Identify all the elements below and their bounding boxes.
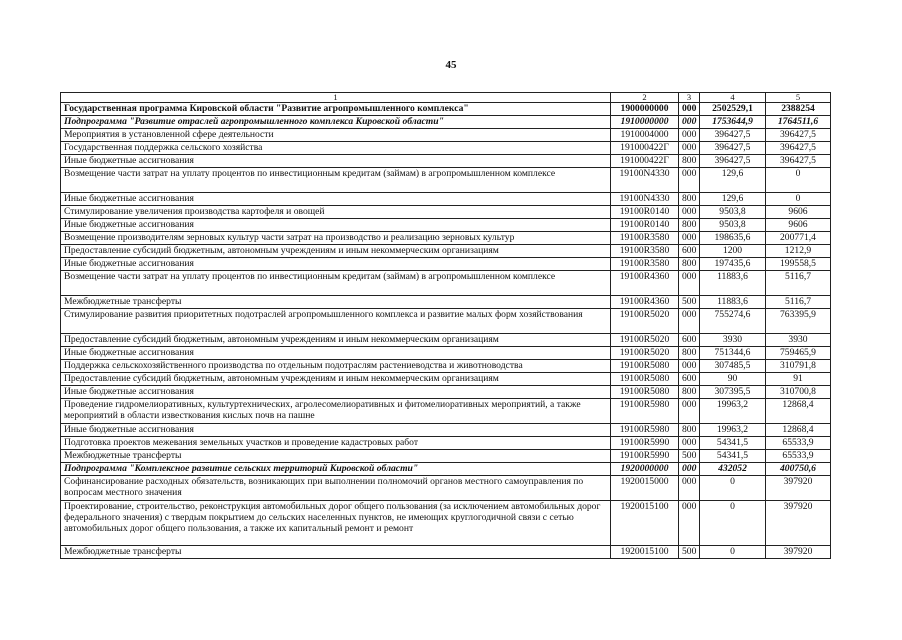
row-amount-1-cell: 129,6 [700, 193, 766, 206]
row-amount-2-cell: 310791,8 [766, 360, 831, 373]
row-amount-1-cell: 0 [700, 476, 766, 501]
row-amount-2-cell: 5116,7 [766, 271, 831, 296]
row-name-cell: Проведение гидромелиоративных, культуртехнических, агролесомелиоративных и фитомелиоративных мероприятий, а также мероприятий в области известкования кислых почв на пашне [61, 399, 611, 424]
row-expense-type-cell: 600 [679, 334, 700, 347]
row-name-cell: Межбюджетные трансферты [61, 450, 611, 463]
table-row [61, 437, 831, 450]
row-expense-type-cell: 000 [679, 206, 700, 219]
table-row [61, 296, 831, 309]
table-row [61, 168, 831, 193]
row-expense-type-cell: 000 [679, 437, 700, 450]
row-name-cell: Мероприятия в установленной сфере деятельности [61, 129, 611, 142]
row-expense-type-cell: 800 [679, 258, 700, 271]
budget-table [60, 92, 831, 559]
row-amount-1-cell: 90 [700, 373, 766, 386]
row-name-cell: Иные бюджетные ассигнования [61, 155, 611, 168]
row-expense-type-cell: 000 [679, 142, 700, 155]
row-amount-2-cell: 397920 [766, 546, 831, 559]
row-name-cell: Поддержка сельскохозяйственного производства по отдельным подотраслям растениеводства и животноводства [61, 360, 611, 373]
row-amount-2-cell: 9606 [766, 206, 831, 219]
row-amount-2-cell: 91 [766, 373, 831, 386]
row-expense-type-cell: 000 [679, 501, 700, 546]
table-row [61, 129, 831, 142]
table-row [61, 309, 831, 334]
row-name-cell: Подготовка проектов межевания земельных участков и проведение кадастровых работ [61, 437, 611, 450]
row-name-cell: Проектирование, строительство, реконструкция автомобильных дорог общего пользования (за исключением автомобильных дорог федерального значения) с твердым покрытием до сельских населенных пунктов, не имеющих круглогодичной связи с сетью автомобильных дорог общего пользования, а также их капитальный ремонт и ремонт [61, 501, 611, 546]
row-expense-type-cell: 000 [679, 399, 700, 424]
row-code-cell: 19100R3580 [611, 232, 679, 245]
row-amount-2-cell: 397920 [766, 501, 831, 546]
row-name-cell: Возмещение части затрат на уплату процентов по инвестиционным кредитам (займам) в агропромышленном комплексе [61, 168, 611, 193]
row-name-cell: Межбюджетные трансферты [61, 546, 611, 559]
row-amount-2-cell: 396427,5 [766, 129, 831, 142]
row-code-cell: 19100R5990 [611, 437, 679, 450]
row-code-cell: 191000422Г [611, 142, 679, 155]
row-code-cell: 1900000000 [611, 103, 679, 116]
row-expense-type-cell: 800 [679, 193, 700, 206]
row-name-cell: Иные бюджетные ассигнования [61, 347, 611, 360]
row-amount-1-cell: 11883,6 [700, 296, 766, 309]
row-amount-2-cell: 1764511,6 [766, 116, 831, 129]
page-number: 45 [445, 59, 457, 71]
row-name-cell: Иные бюджетные ассигнования [61, 219, 611, 232]
row-amount-2-cell: 65533,9 [766, 437, 831, 450]
row-amount-1-cell: 11883,6 [700, 271, 766, 296]
table-row [61, 546, 831, 559]
row-name-cell: Предоставление субсидий бюджетным, автономным учреждениям и иным некоммерческим организациям [61, 245, 611, 258]
row-name-cell: Стимулирование увеличения производства картофеля и овощей [61, 206, 611, 219]
table-row [61, 386, 831, 399]
row-name-cell: Иные бюджетные ассигнования [61, 258, 611, 271]
row-amount-2-cell: 199558,5 [766, 258, 831, 271]
row-amount-1-cell: 54341,5 [700, 437, 766, 450]
row-code-cell: 19100R5080 [611, 373, 679, 386]
table-row [61, 193, 831, 206]
row-name-cell: Межбюджетные трансферты [61, 296, 611, 309]
row-amount-2-cell: 310700,8 [766, 386, 831, 399]
row-code-cell: 1910004000 [611, 129, 679, 142]
table-row [61, 476, 831, 501]
row-name-cell: Иные бюджетные ассигнования [61, 386, 611, 399]
row-code-cell: 19100R5020 [611, 334, 679, 347]
table-row [61, 334, 831, 347]
table-row [61, 232, 831, 245]
row-expense-type-cell: 000 [679, 232, 700, 245]
row-amount-2-cell: 396427,5 [766, 142, 831, 155]
row-amount-1-cell: 0 [700, 501, 766, 546]
row-amount-2-cell: 759465,9 [766, 347, 831, 360]
row-expense-type-cell: 000 [679, 103, 700, 116]
column-number-3: 3 [679, 93, 700, 103]
row-amount-1-cell: 3930 [700, 334, 766, 347]
table-row [61, 463, 831, 476]
row-name-cell: Софинансирование расходных обязательств, возникающих при выполнении полномочий органов местного самоуправления по вопросам местного значения [61, 476, 611, 501]
row-amount-2-cell: 5116,7 [766, 296, 831, 309]
table-row [61, 424, 831, 437]
table-row [61, 103, 831, 116]
budget-table-body [61, 93, 831, 559]
row-code-cell: 19100R3580 [611, 245, 679, 258]
row-amount-2-cell: 12868,4 [766, 399, 831, 424]
row-expense-type-cell: 000 [679, 476, 700, 501]
row-code-cell: 19100R5980 [611, 424, 679, 437]
row-code-cell: 19100R5990 [611, 450, 679, 463]
row-name-cell: Иные бюджетные ассигнования [61, 193, 611, 206]
row-amount-2-cell: 763395,9 [766, 309, 831, 334]
row-name-cell: Государственная поддержка сельского хозяйства [61, 142, 611, 155]
row-expense-type-cell: 500 [679, 546, 700, 559]
row-amount-1-cell: 9503,8 [700, 219, 766, 232]
row-amount-1-cell: 198635,6 [700, 232, 766, 245]
row-code-cell: 19100R3580 [611, 258, 679, 271]
column-number-row [61, 93, 831, 103]
row-code-cell: 1920000000 [611, 463, 679, 476]
row-amount-2-cell: 397920 [766, 476, 831, 501]
row-amount-1-cell: 755274,6 [700, 309, 766, 334]
row-code-cell: 19100R5080 [611, 386, 679, 399]
row-code-cell: 19100R0140 [611, 206, 679, 219]
row-amount-1-cell: 396427,5 [700, 129, 766, 142]
row-expense-type-cell: 000 [679, 129, 700, 142]
row-expense-type-cell: 600 [679, 373, 700, 386]
column-number-1: 1 [61, 93, 611, 103]
row-amount-2-cell: 400750,6 [766, 463, 831, 476]
row-code-cell: 19100N4330 [611, 168, 679, 193]
table-row [61, 347, 831, 360]
table-row [61, 206, 831, 219]
table-row [61, 116, 831, 129]
row-name-cell: Предоставление субсидий бюджетным, автономным учреждениям и иным некоммерческим организациям [61, 373, 611, 386]
table-row [61, 373, 831, 386]
row-expense-type-cell: 500 [679, 450, 700, 463]
row-code-cell: 19100R5980 [611, 399, 679, 424]
table-row [61, 271, 831, 296]
row-expense-type-cell: 800 [679, 347, 700, 360]
row-expense-type-cell: 800 [679, 386, 700, 399]
row-amount-1-cell: 751344,6 [700, 347, 766, 360]
row-name-cell: Предоставление субсидий бюджетным, автономным учреждениям и иным некоммерческим организациям [61, 334, 611, 347]
row-amount-1-cell: 197435,6 [700, 258, 766, 271]
row-code-cell: 191000422Г [611, 155, 679, 168]
row-amount-1-cell: 2502529,1 [700, 103, 766, 116]
row-code-cell: 19100R0140 [611, 219, 679, 232]
table-row [61, 450, 831, 463]
row-amount-1-cell: 0 [700, 546, 766, 559]
row-name-cell: Подпрограмма "Комплексное развитие сельских территорий Кировской области" [61, 463, 611, 476]
row-amount-2-cell: 396427,5 [766, 155, 831, 168]
row-amount-2-cell: 65533,9 [766, 450, 831, 463]
row-amount-2-cell: 9606 [766, 219, 831, 232]
row-amount-2-cell: 2388254 [766, 103, 831, 116]
row-expense-type-cell: 000 [679, 309, 700, 334]
row-code-cell: 1920015100 [611, 501, 679, 546]
row-amount-1-cell: 1753644,9 [700, 116, 766, 129]
table-row [61, 219, 831, 232]
row-amount-1-cell: 307395,5 [700, 386, 766, 399]
row-amount-2-cell: 12868,4 [766, 424, 831, 437]
row-code-cell: 19100R5080 [611, 360, 679, 373]
row-expense-type-cell: 600 [679, 245, 700, 258]
row-amount-1-cell: 396427,5 [700, 155, 766, 168]
table-row [61, 142, 831, 155]
row-code-cell: 19100N4330 [611, 193, 679, 206]
row-code-cell: 1920015000 [611, 476, 679, 501]
row-amount-1-cell: 19963,2 [700, 399, 766, 424]
row-amount-1-cell: 396427,5 [700, 142, 766, 155]
row-amount-1-cell: 129,6 [700, 168, 766, 193]
row-name-cell: Подпрограмма "Развитие отраслей агропромышленного комплекса Кировской области" [61, 116, 611, 129]
row-expense-type-cell: 800 [679, 219, 700, 232]
table-row [61, 155, 831, 168]
row-amount-2-cell: 0 [766, 168, 831, 193]
table-row [61, 501, 831, 546]
row-name-cell: Возмещение части затрат на уплату процентов по инвестиционным кредитам (займам) в агропромышленном комплексе [61, 271, 611, 296]
row-expense-type-cell: 000 [679, 271, 700, 296]
row-expense-type-cell: 500 [679, 296, 700, 309]
row-amount-1-cell: 432052 [700, 463, 766, 476]
row-name-cell: Государственная программа Кировской области "Развитие агропромышленного комплекса" [61, 103, 611, 116]
row-name-cell: Возмещение производителям зерновых культур части затрат на производство и реализацию зерновых культур [61, 232, 611, 245]
row-amount-1-cell: 54341,5 [700, 450, 766, 463]
row-code-cell: 19100R5020 [611, 309, 679, 334]
column-number-2: 2 [611, 93, 679, 103]
column-number-4: 4 [700, 93, 766, 103]
row-name-cell: Стимулирование развития приоритетных подотраслей агропромышленного комплекса и развитие малых форм хозяйствования [61, 309, 611, 334]
row-code-cell: 19100R5020 [611, 347, 679, 360]
row-amount-2-cell: 3930 [766, 334, 831, 347]
row-code-cell: 19100R4360 [611, 296, 679, 309]
row-name-cell: Иные бюджетные ассигнования [61, 424, 611, 437]
table-row [61, 399, 831, 424]
row-amount-1-cell: 1200 [700, 245, 766, 258]
row-expense-type-cell: 000 [679, 463, 700, 476]
row-expense-type-cell: 000 [679, 116, 700, 129]
row-code-cell: 1910000000 [611, 116, 679, 129]
table-row [61, 360, 831, 373]
row-expense-type-cell: 000 [679, 168, 700, 193]
row-amount-1-cell: 9503,8 [700, 206, 766, 219]
column-number-5: 5 [766, 93, 831, 103]
row-amount-2-cell: 0 [766, 193, 831, 206]
row-amount-1-cell: 307485,5 [700, 360, 766, 373]
row-amount-1-cell: 19963,2 [700, 424, 766, 437]
row-amount-2-cell: 200771,4 [766, 232, 831, 245]
row-code-cell: 19100R4360 [611, 271, 679, 296]
row-expense-type-cell: 800 [679, 424, 700, 437]
table-row [61, 258, 831, 271]
row-expense-type-cell: 800 [679, 155, 700, 168]
table-row [61, 245, 831, 258]
row-code-cell: 1920015100 [611, 546, 679, 559]
row-expense-type-cell: 000 [679, 360, 700, 373]
row-amount-2-cell: 1212,9 [766, 245, 831, 258]
